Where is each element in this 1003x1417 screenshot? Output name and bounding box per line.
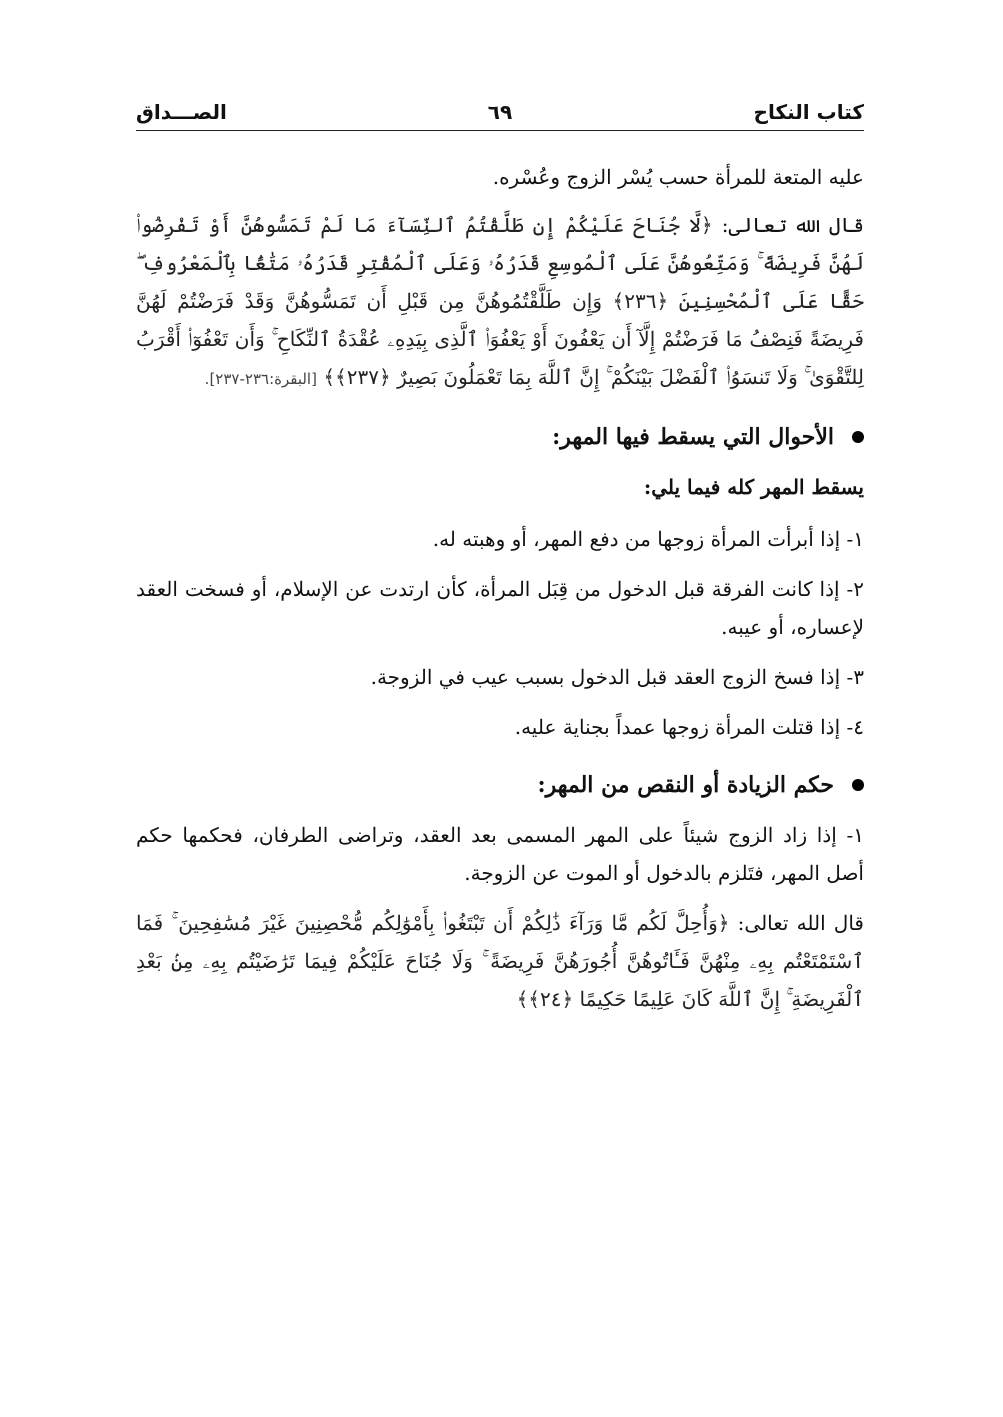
quran-verse-1: ﴿لَّا جُنَاحَ عَلَيْكُمْ إِن طَلَّقْتُمُ ٱلنِّسَآءَ مَا لَمْ تَمَسُّوهُنَّ أَوْ تَفْرِضُوا۟ لَهُنَّ فَرِيضَةً ۚ وَمَتِّعُوهُنَّ عَلَى ٱلْمُوسِعِ قَدَرُهُۥ وَعَلَى ٱلْمُقْتِرِ قَدَرُهُۥ مَتَٰعًۢا بِٱلْمَعْرُوفِ ۖ حَقًّا عَلَى ٱلْمُحْسِنِينَ ﴿٢٣٦﴾ وَإِن طَلَّقْتُمُوهُنَّ مِن قَبْلِ أَن تَمَسُّوهُنَّ وَقَدْ فَرَضْتُمْ لَهُنَّ فَرِيضَةً فَنِصْفُ مَا فَرَضْتُمْ إِلَّآ أَن يَعْفُونَ أَوْ يَعْفُوَا۟ ٱلَّذِى بِيَدِهِۦ عُقْدَةُ ٱلنِّكَاحِ ۚ وَأَن تَعْفُوٓا۟ أَقْرَبُ لِلتَّقْوَىٰ ۚ وَلَا تَنسَوُا۟ ٱلْفَضْلَ بَيْنَكُمْ ۚ إِنَّ ٱللَّهَ بِمَا تَعْمَلُونَ بَصِيرٌ ﴿٢٣٧﴾﴾ [136, 213, 865, 389]
header-chapter-title: الصـــداق [136, 100, 227, 124]
list-item: ٢- إذا كانت الفرقة قبل الدخول من قِبَل المرأة، كأن ارتدت عن الإسلام، أو فسخت العقد لإعساره، أو عيبه. [136, 577, 864, 639]
verse-paragraph-2 [136, 904, 864, 1018]
bullet-icon [852, 431, 864, 443]
bullet-icon [852, 779, 864, 791]
section-subtitle-1: يسقط المهر كله فيما يلي: [643, 475, 864, 499]
list-item: ٣- إذا فسخ الزوج العقد قبل الدخول بسبب عيب في الزوجة. [370, 665, 864, 689]
verse-lead-1: قال الله تعالى: [712, 213, 865, 237]
list-item: ١- إذا أبرأت المرأة زوجها من دفع المهر، أو وهبته له. [432, 527, 864, 551]
verse-paragraph-1 [136, 206, 864, 398]
page-content [136, 158, 864, 1028]
section-heading-2 [136, 766, 864, 804]
verse-lead-2: قال الله تعالى: [729, 911, 864, 935]
list-item: ٤- إذا قتلت المرأة زوجها عمداً بجناية عليه. [514, 715, 864, 739]
header-rule [136, 130, 864, 131]
page-number: ٦٩ [487, 100, 513, 124]
section-title-2: حكم الزيادة أو النقص من المهر: [537, 772, 834, 798]
header-book-title: كتاب النكاح [753, 100, 864, 124]
intro-paragraph: عليه المتعة للمرأة حسب يُسْر الزوج وعُسْره. [492, 165, 864, 189]
quran-verse-2: ﴿وَأُحِلَّ لَكُم مَّا وَرَآءَ ذَٰلِكُمْ أَن تَبْتَغُوا۟ بِأَمْوَٰلِكُم مُّحْصِنِينَ غَيْرَ مُسَٰفِحِينَ ۚ فَمَا ٱسْتَمْتَعْتُم بِهِۦ مِنْهُنَّ فَـَٔاتُوهُنَّ أُجُورَهُنَّ فَرِيضَةً ۚ وَلَا جُنَاحَ عَلَيْكُمْ فِيمَا تَرَٰضَيْتُم بِهِۦ مِنۢ بَعْدِ ٱلْفَرِيضَةِ ۚ إِنَّ ٱللَّهَ كَانَ عَلِيمًا حَكِيمًا ﴿٢٤﴾﴾ [136, 911, 864, 1011]
section-heading-1 [136, 418, 864, 456]
verse-reference-1: [البقرة:٢٣٦-٢٣٧]. [204, 370, 317, 388]
list-item: ١- إذا زاد الزوج شيئاً على المهر المسمى بعد العقد، وتراضى الطرفان، فحكمها حكم أصل المهر، فتَلزم بالدخول أو الموت عن الزوجة. [136, 823, 864, 885]
section-title-1: الأحوال التي يسقط فيها المهر: [552, 424, 834, 450]
